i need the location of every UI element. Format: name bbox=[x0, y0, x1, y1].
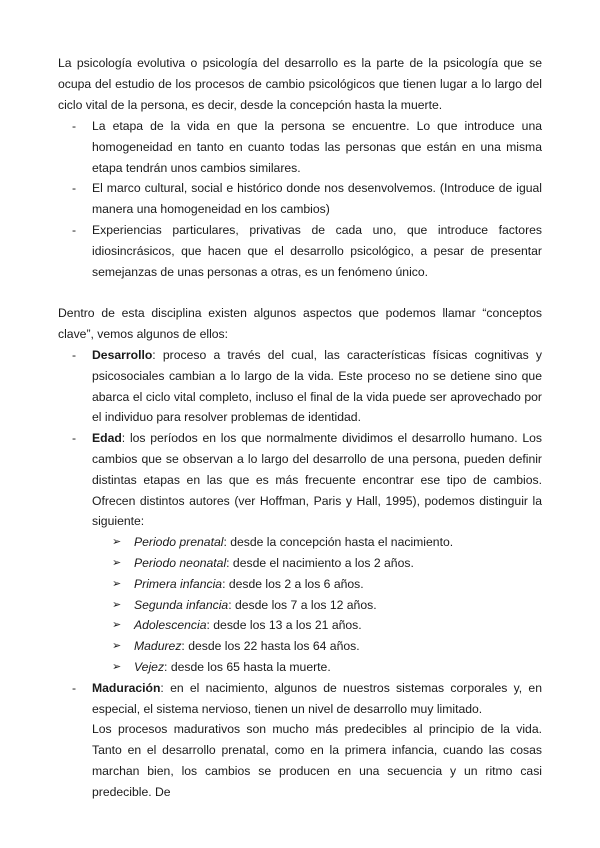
stage-item bbox=[92, 574, 542, 595]
intro-paragraph: La psicología evolutiva o psicología del desarrollo es la parte de la psicología que se ocupa del estudio de los procesos de cambio psicológicos que tienen lugar a lo largo del ciclo vital de la persona, es decir, desde la concepción hasta la muerte. bbox=[58, 56, 542, 112]
stage-text: : desde los 22 hasta los 64 años. bbox=[181, 639, 360, 654]
arrow-bullet-icon: ➢ bbox=[112, 556, 122, 569]
stage-item bbox=[92, 636, 542, 657]
stage-text: : desde los 2 a los 6 años. bbox=[222, 576, 364, 591]
stage-item bbox=[92, 615, 542, 636]
factor-text: El marco cultural, social e histórico donde nos desenvolvemos. (Introduce de igual manera una homogeneidad en los cambios) bbox=[92, 181, 542, 217]
stage-name: Periodo neonatal bbox=[134, 555, 227, 570]
arrow-bullet-icon: ➢ bbox=[112, 619, 122, 632]
stage-name: Segunda infancia bbox=[134, 597, 229, 612]
arrow-bullet-icon: ➢ bbox=[112, 536, 122, 549]
stage-item bbox=[92, 595, 542, 616]
dash-bullet: - bbox=[72, 348, 77, 362]
arrow-bullet-icon: ➢ bbox=[112, 640, 122, 653]
concept-term: Edad bbox=[92, 431, 122, 446]
factor-item bbox=[58, 220, 542, 282]
stage-name: Adolescencia bbox=[134, 618, 207, 633]
arrow-bullet-icon: ➢ bbox=[112, 577, 122, 590]
concept-item-desarrollo bbox=[58, 345, 542, 428]
dash-bullet: - bbox=[72, 222, 77, 237]
stage-item bbox=[92, 532, 542, 553]
stage-text: : desde la concepción hasta el nacimiento. bbox=[223, 535, 454, 550]
dash-bullet: - bbox=[72, 680, 77, 695]
stage-text: : desde los 7 a los 12 años. bbox=[228, 597, 377, 612]
stage-name: Madurez bbox=[134, 639, 182, 654]
age-stages-list bbox=[92, 532, 542, 678]
dash-bullet: - bbox=[72, 431, 77, 446]
stage-text: : desde el nacimiento a los 2 años. bbox=[226, 555, 414, 570]
stage-item bbox=[92, 553, 542, 574]
factor-item bbox=[58, 178, 542, 220]
stage-item bbox=[92, 657, 542, 678]
stage-name: Vejez bbox=[134, 659, 165, 674]
factor-text: La etapa de la vida en que la persona se encuentre. Lo que introduce una homogeneidad en tanto en cuanto todas las personas que están en una misma etapa tendrán unos cambios similares. bbox=[92, 119, 542, 175]
factors-list bbox=[58, 116, 542, 282]
factor-item bbox=[58, 116, 542, 178]
concept-item-maduracion bbox=[58, 678, 542, 803]
concept-item-edad bbox=[58, 428, 542, 678]
concepts-intro-paragraph: Dentro de esta disciplina existen algunos aspectos que podemos llamar “conceptos clave”, vemos algunos de ellos: bbox=[58, 306, 542, 341]
concept-term: Maduración bbox=[92, 680, 161, 695]
concept-text: : los períodos en los que normalmente dividimos el desarrollo humano. Los cambios que se observan a lo largo del desarrollo de una persona, pueden definir distintas etapas en las que es más frecuente encontrar ese tipo de cambios. Ofrecen distintos autores (ver Hoffman, Paris y Hall, 1995), podemos distinguir la siguiente: bbox=[92, 431, 542, 529]
stage-text: : desde los 13 a los 21 años. bbox=[206, 618, 362, 633]
maduracion-continuation: Los procesos madurativos son mucho más predecibles al principio de la vida. Tanto en el desarrollo prenatal, como en la primera infancia, cuando las cosas marchan bien, los cambios se producen en una secuencia y un ritmo casi predecible. De bbox=[92, 722, 542, 799]
stage-text: : desde los 65 hasta la muerte. bbox=[164, 659, 331, 674]
concept-text: : en el nacimiento, algunos de nuestros sistemas corporales y, en especial, el sistema nervioso, tienen un nivel de desarrollo muy limitado. bbox=[92, 680, 542, 716]
stage-name: Primera infancia bbox=[134, 576, 223, 591]
arrow-bullet-icon: ➢ bbox=[112, 660, 122, 673]
concept-text: : proceso a través del cual, las características físicas cognitivas y psicosociales cambian a lo largo de la vida. Este proceso no se detiene sino que abarca el ciclo vital completo, incluso el final de la vida puede ser aprovechado por el individuo para resolver problemas de identidad. bbox=[92, 348, 542, 425]
factor-text: Experiencias particulares, privativas de cada uno, que introduce factores idiosincrásicos, que hacen que el desarrollo psicológico, a pesar de presentar semejanzas de unas personas a otras, es un fenómeno único. bbox=[92, 222, 542, 279]
stage-name: Periodo prenatal bbox=[134, 535, 224, 550]
dash-bullet: - bbox=[72, 181, 77, 196]
dash-bullet: - bbox=[72, 119, 77, 133]
concept-term: Desarrollo bbox=[92, 348, 153, 362]
concepts-list bbox=[58, 345, 542, 803]
arrow-bullet-icon: ➢ bbox=[112, 598, 122, 611]
